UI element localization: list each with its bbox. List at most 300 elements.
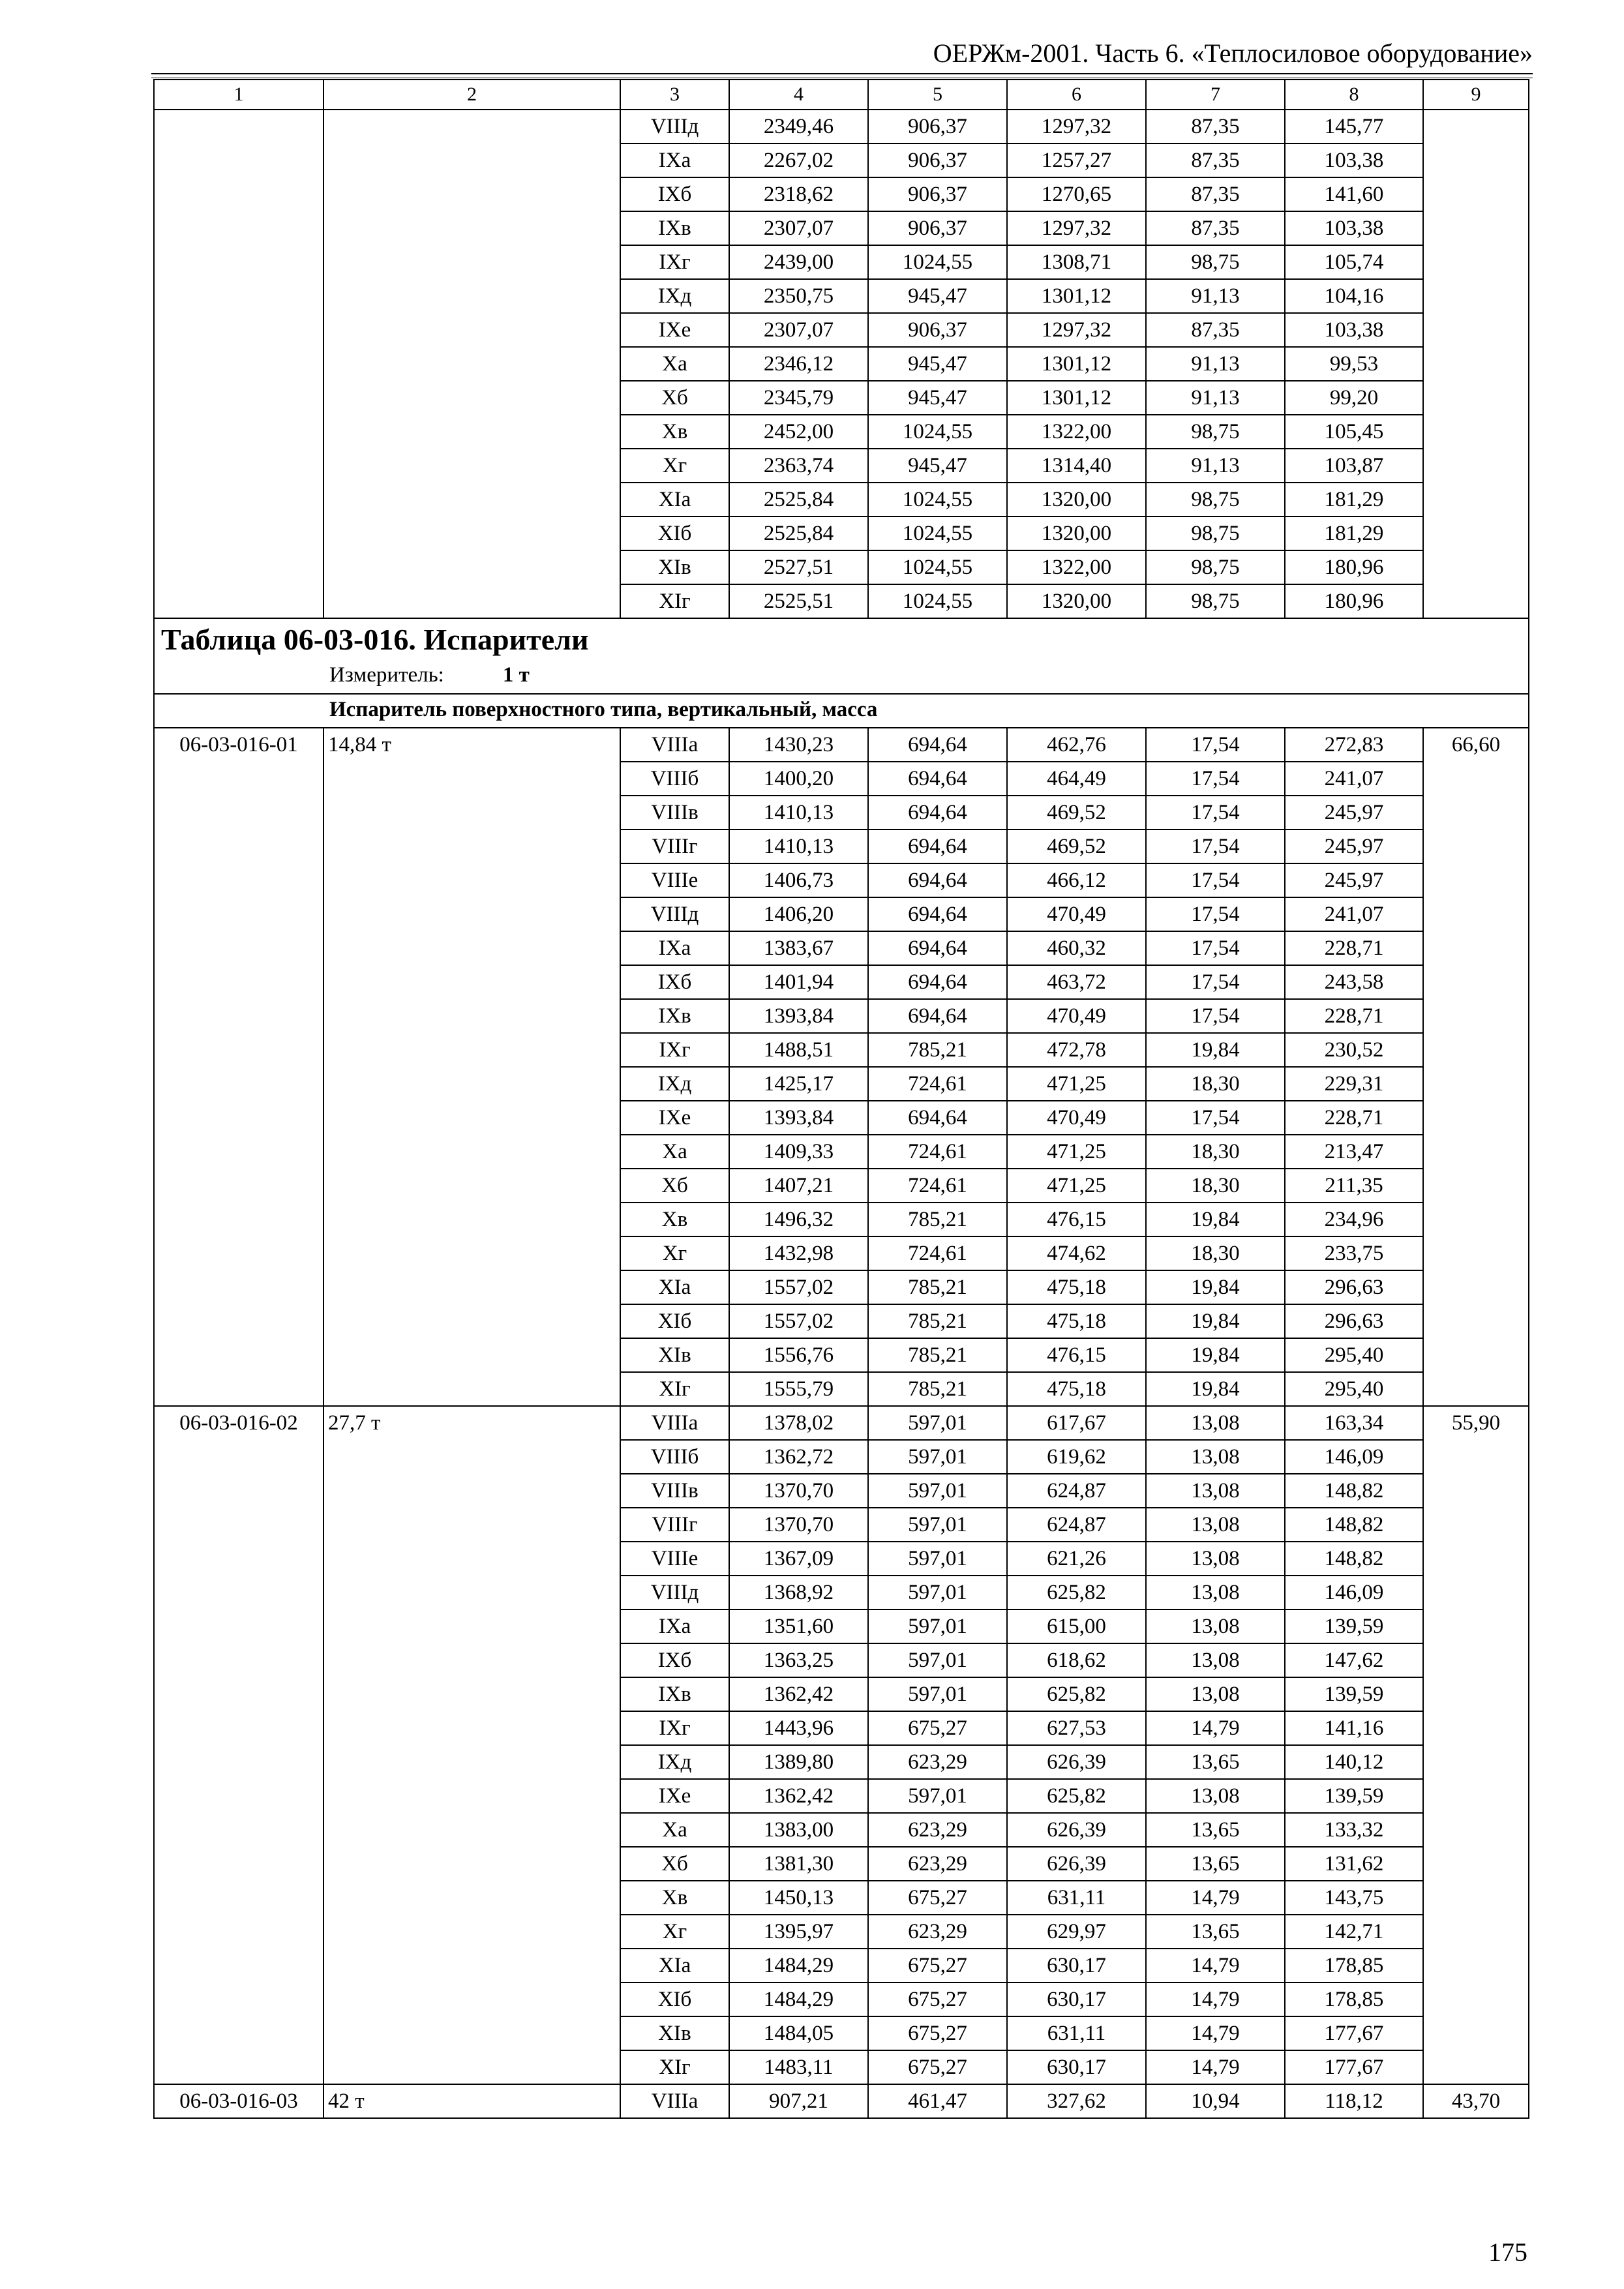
value-cell: 1407,21 — [729, 1169, 868, 1203]
mass-cell — [323, 516, 620, 550]
mass-cell — [323, 1135, 620, 1169]
zone-cell: XIб — [620, 1982, 729, 2016]
value-cell: 91,13 — [1146, 381, 1285, 415]
mass-cell — [323, 1982, 620, 2016]
zone-cell: Xа — [620, 1135, 729, 1169]
code-cell — [154, 177, 323, 211]
zone-cell: IXе — [620, 313, 729, 347]
value-cell: 1496,32 — [729, 1203, 868, 1236]
value-cell: 2307,07 — [729, 313, 868, 347]
value-cell: 675,27 — [868, 1881, 1007, 1915]
column-header-row — [154, 80, 1529, 110]
column-header: 8 — [1285, 80, 1423, 110]
value-cell: 785,21 — [868, 1304, 1007, 1338]
value-cell: 2318,62 — [729, 177, 868, 211]
value-cell: 241,07 — [1285, 897, 1423, 931]
code-cell — [154, 2016, 323, 2050]
value-cell: 13,08 — [1146, 1576, 1285, 1609]
value-cell: 1297,32 — [1007, 313, 1146, 347]
table-row — [154, 830, 1529, 863]
value-cell: 13,08 — [1146, 1542, 1285, 1576]
value-cell: 13,08 — [1146, 1643, 1285, 1677]
value-cell: 624,87 — [1007, 1508, 1146, 1542]
col9-cell — [1423, 449, 1529, 483]
value-cell: 2452,00 — [729, 415, 868, 449]
value-cell: 103,38 — [1285, 143, 1423, 177]
zone-cell: Xв — [620, 1881, 729, 1915]
col9-cell — [1423, 415, 1529, 449]
code-cell — [154, 1338, 323, 1372]
value-cell: 1393,84 — [729, 999, 868, 1033]
value-cell: 1381,30 — [729, 1847, 868, 1881]
value-cell: 2349,46 — [729, 110, 868, 143]
value-cell: 19,84 — [1146, 1033, 1285, 1067]
value-cell: 945,47 — [868, 449, 1007, 483]
mass-cell — [323, 999, 620, 1033]
value-cell: 627,53 — [1007, 1711, 1146, 1745]
value-cell: 471,25 — [1007, 1067, 1146, 1101]
value-cell: 327,62 — [1007, 2084, 1146, 2118]
table-row — [154, 1508, 1529, 1542]
code-cell — [154, 1711, 323, 1745]
value-cell: 476,15 — [1007, 1203, 1146, 1236]
value-cell: 99,53 — [1285, 347, 1423, 381]
mass-cell — [323, 584, 620, 618]
table-row — [154, 177, 1529, 211]
zone-cell: VIIIд — [620, 1576, 729, 1609]
value-cell: 99,20 — [1285, 381, 1423, 415]
col9-cell — [1423, 1542, 1529, 1576]
mass-cell — [323, 279, 620, 313]
value-cell: 17,54 — [1146, 796, 1285, 830]
zone-cell: XIг — [620, 1372, 729, 1406]
measure-value: 1 т — [502, 663, 530, 687]
value-cell: 1425,17 — [729, 1067, 868, 1101]
value-cell: 617,67 — [1007, 1406, 1146, 1440]
zone-cell: IXд — [620, 1745, 729, 1779]
code-cell — [154, 1643, 323, 1677]
value-cell: 1488,51 — [729, 1033, 868, 1067]
value-cell: 631,11 — [1007, 2016, 1146, 2050]
value-cell: 461,47 — [868, 2084, 1007, 2118]
value-cell: 675,27 — [868, 2050, 1007, 2084]
zone-cell: IXд — [620, 1067, 729, 1101]
table-row — [154, 1372, 1529, 1406]
table-title: Таблица 06-03-016. Испарители — [154, 618, 1529, 661]
value-cell: 139,59 — [1285, 1779, 1423, 1813]
value-cell: 624,87 — [1007, 1474, 1146, 1508]
value-cell: 142,71 — [1285, 1915, 1423, 1949]
value-cell: 1432,98 — [729, 1236, 868, 1270]
value-cell: 2527,51 — [729, 550, 868, 584]
value-cell: 228,71 — [1285, 999, 1423, 1033]
code-cell — [154, 143, 323, 177]
value-cell: 14,79 — [1146, 1711, 1285, 1745]
col9-cell — [1423, 762, 1529, 796]
code-cell — [154, 347, 323, 381]
zone-cell: IXг — [620, 245, 729, 279]
col9-cell — [1423, 381, 1529, 415]
mass-cell — [323, 177, 620, 211]
mass-cell — [323, 796, 620, 830]
mass-cell — [323, 2016, 620, 2050]
value-cell: 18,30 — [1146, 1169, 1285, 1203]
value-cell: 296,63 — [1285, 1270, 1423, 1304]
value-cell: 1322,00 — [1007, 550, 1146, 584]
value-cell: 1406,20 — [729, 897, 868, 931]
value-cell: 233,75 — [1285, 1236, 1423, 1270]
value-cell: 91,13 — [1146, 279, 1285, 313]
value-cell: 17,54 — [1146, 931, 1285, 965]
value-cell: 14,79 — [1146, 1982, 1285, 2016]
value-cell: 1430,23 — [729, 728, 868, 762]
table-row — [154, 1745, 1529, 1779]
value-cell: 462,76 — [1007, 728, 1146, 762]
value-cell: 1409,33 — [729, 1135, 868, 1169]
mass-cell: 27,7 т — [323, 1406, 620, 1440]
value-cell: 14,79 — [1146, 2016, 1285, 2050]
value-cell: 619,62 — [1007, 1440, 1146, 1474]
column-header: 1 — [154, 80, 323, 110]
value-cell: 476,15 — [1007, 1338, 1146, 1372]
code-cell — [154, 1881, 323, 1915]
value-cell: 597,01 — [868, 1440, 1007, 1474]
code-cell — [154, 1609, 323, 1643]
value-cell: 272,83 — [1285, 728, 1423, 762]
value-cell: 145,77 — [1285, 110, 1423, 143]
code-cell — [154, 245, 323, 279]
code-cell — [154, 1982, 323, 2016]
value-cell: 104,16 — [1285, 279, 1423, 313]
value-cell: 1410,13 — [729, 830, 868, 863]
code-cell — [154, 965, 323, 999]
code-cell: 06-03-016-02 — [154, 1406, 323, 1440]
col9-cell — [1423, 1982, 1529, 2016]
column-header: 6 — [1007, 80, 1146, 110]
zone-cell: VIIIд — [620, 110, 729, 143]
code-cell — [154, 1372, 323, 1406]
value-cell: 13,08 — [1146, 1440, 1285, 1474]
table-row — [154, 483, 1529, 516]
value-cell: 460,32 — [1007, 931, 1146, 965]
mass-cell — [323, 483, 620, 516]
table-row — [154, 1813, 1529, 1847]
mass-cell — [323, 313, 620, 347]
value-cell: 597,01 — [868, 1677, 1007, 1711]
mass-cell — [323, 1576, 620, 1609]
table-row — [154, 1440, 1529, 1474]
code-cell — [154, 110, 323, 143]
zone-cell: Xб — [620, 1169, 729, 1203]
zone-cell: VIIIе — [620, 863, 729, 897]
value-cell: 87,35 — [1146, 177, 1285, 211]
value-cell: 13,65 — [1146, 1847, 1285, 1881]
value-cell: 1556,76 — [729, 1338, 868, 1372]
code-cell — [154, 1135, 323, 1169]
value-cell: 1362,42 — [729, 1677, 868, 1711]
value-cell: 470,49 — [1007, 897, 1146, 931]
table-row — [154, 449, 1529, 483]
mass-cell — [323, 965, 620, 999]
value-cell: 181,29 — [1285, 516, 1423, 550]
code-cell — [154, 999, 323, 1033]
zone-cell: XIа — [620, 1949, 729, 1982]
value-cell: 211,35 — [1285, 1169, 1423, 1203]
code-cell — [154, 550, 323, 584]
value-cell: 1410,13 — [729, 796, 868, 830]
col9-cell — [1423, 1440, 1529, 1474]
table-row — [154, 999, 1529, 1033]
mass-cell — [323, 211, 620, 245]
page-header-title: ОЕРЖм-2001. Часть 6. «Теплосиловое оборудование» — [933, 38, 1533, 68]
mass-cell — [323, 245, 620, 279]
mass-cell — [323, 110, 620, 143]
value-cell: 295,40 — [1285, 1338, 1423, 1372]
mass-cell — [323, 931, 620, 965]
zone-cell: Xв — [620, 415, 729, 449]
measure-label: Измеритель: — [329, 663, 444, 687]
zone-cell: IXв — [620, 211, 729, 245]
value-cell: 17,54 — [1146, 965, 1285, 999]
zone-cell: XIа — [620, 1270, 729, 1304]
value-cell: 945,47 — [868, 279, 1007, 313]
zone-cell: VIIIе — [620, 1542, 729, 1576]
mass-cell — [323, 1881, 620, 1915]
table-row — [154, 1711, 1529, 1745]
value-cell: 597,01 — [868, 1576, 1007, 1609]
page-number: 175 — [1488, 2237, 1527, 2267]
value-cell: 17,54 — [1146, 830, 1285, 863]
zone-cell: VIIIг — [620, 830, 729, 863]
value-cell: 228,71 — [1285, 1101, 1423, 1135]
value-cell: 139,59 — [1285, 1677, 1423, 1711]
col9-cell — [1423, 1033, 1529, 1067]
column-header: 5 — [868, 80, 1007, 110]
value-cell: 466,12 — [1007, 863, 1146, 897]
value-cell: 1320,00 — [1007, 516, 1146, 550]
value-cell: 18,30 — [1146, 1135, 1285, 1169]
table-row — [154, 2016, 1529, 2050]
value-cell: 14,79 — [1146, 2050, 1285, 2084]
mass-cell: 42 т — [323, 2084, 620, 2118]
code-cell — [154, 1236, 323, 1270]
table-row — [154, 279, 1529, 313]
col9-cell — [1423, 1813, 1529, 1847]
mass-cell — [323, 1745, 620, 1779]
table-row — [154, 931, 1529, 965]
code-cell — [154, 762, 323, 796]
value-cell: 1450,13 — [729, 1881, 868, 1915]
table-row — [154, 1270, 1529, 1304]
value-cell: 18,30 — [1146, 1067, 1285, 1101]
value-cell: 245,97 — [1285, 863, 1423, 897]
code-cell — [154, 1067, 323, 1101]
col9-cell — [1423, 830, 1529, 863]
header-rule — [151, 73, 1533, 74]
code-cell — [154, 381, 323, 415]
value-cell: 1024,55 — [868, 483, 1007, 516]
col9-cell — [1423, 1067, 1529, 1101]
value-cell: 229,31 — [1285, 1067, 1423, 1101]
value-cell: 87,35 — [1146, 313, 1285, 347]
value-cell: 694,64 — [868, 999, 1007, 1033]
mass-cell — [323, 1372, 620, 1406]
zone-cell: VIIIд — [620, 897, 729, 931]
value-cell: 785,21 — [868, 1203, 1007, 1236]
table-row — [154, 1915, 1529, 1949]
code-cell — [154, 516, 323, 550]
value-cell: 13,65 — [1146, 1745, 1285, 1779]
value-cell: 1557,02 — [729, 1304, 868, 1338]
value-cell: 1401,94 — [729, 965, 868, 999]
zone-cell: XIб — [620, 1304, 729, 1338]
col9-cell — [1423, 177, 1529, 211]
value-cell: 1370,70 — [729, 1508, 868, 1542]
value-cell: 17,54 — [1146, 863, 1285, 897]
value-cell: 2525,84 — [729, 516, 868, 550]
zone-cell: Xг — [620, 1915, 729, 1949]
column-header: 7 — [1146, 80, 1285, 110]
mass-cell — [323, 143, 620, 177]
value-cell: 91,13 — [1146, 449, 1285, 483]
value-cell: 1024,55 — [868, 415, 1007, 449]
mass-cell — [323, 1236, 620, 1270]
value-cell: 1270,65 — [1007, 177, 1146, 211]
col9-cell — [1423, 211, 1529, 245]
table-row — [154, 796, 1529, 830]
value-cell: 1322,00 — [1007, 415, 1146, 449]
table-row — [154, 728, 1529, 762]
zone-cell: Xа — [620, 347, 729, 381]
value-cell: 625,82 — [1007, 1677, 1146, 1711]
measure-cell — [154, 661, 1529, 694]
value-cell: 234,96 — [1285, 1203, 1423, 1236]
code-cell — [154, 1101, 323, 1135]
col9-cell — [1423, 550, 1529, 584]
value-cell: 945,47 — [868, 381, 1007, 415]
col9-cell — [1423, 1745, 1529, 1779]
zone-cell: Xб — [620, 381, 729, 415]
table-row — [154, 2084, 1529, 2118]
code-cell — [154, 897, 323, 931]
group-title-row — [154, 694, 1529, 728]
value-cell: 474,62 — [1007, 1236, 1146, 1270]
value-cell: 631,11 — [1007, 1881, 1146, 1915]
value-cell: 19,84 — [1146, 1304, 1285, 1338]
value-cell: 597,01 — [868, 1779, 1007, 1813]
table-title-row — [154, 618, 1529, 661]
mass-cell — [323, 381, 620, 415]
value-cell: 694,64 — [868, 830, 1007, 863]
value-cell: 675,27 — [868, 1711, 1007, 1745]
code-cell — [154, 1474, 323, 1508]
column-header: 4 — [729, 80, 868, 110]
value-cell: 177,67 — [1285, 2050, 1423, 2084]
zone-cell: XIг — [620, 2050, 729, 2084]
col9-cell — [1423, 1609, 1529, 1643]
table-row — [154, 1677, 1529, 1711]
table-row — [154, 1236, 1529, 1270]
mass-cell — [323, 1643, 620, 1677]
table-row — [154, 1542, 1529, 1576]
value-cell: 103,87 — [1285, 449, 1423, 483]
code-cell — [154, 1440, 323, 1474]
value-cell: 630,17 — [1007, 1949, 1146, 1982]
col9-cell — [1423, 2050, 1529, 2084]
zone-cell: IXв — [620, 999, 729, 1033]
code-cell — [154, 1576, 323, 1609]
code-cell — [154, 584, 323, 618]
zone-cell: IXе — [620, 1779, 729, 1813]
value-cell: 140,12 — [1285, 1745, 1423, 1779]
code-cell — [154, 483, 323, 516]
value-cell: 597,01 — [868, 1406, 1007, 1440]
col9-cell — [1423, 1236, 1529, 1270]
value-cell: 615,00 — [1007, 1609, 1146, 1643]
value-cell: 1484,29 — [729, 1982, 868, 2016]
col9-cell — [1423, 1915, 1529, 1949]
value-cell: 597,01 — [868, 1474, 1007, 1508]
group-title-text: Испаритель поверхностного типа, вертикальный, масса — [329, 698, 878, 721]
value-cell: 597,01 — [868, 1609, 1007, 1643]
value-cell: 19,84 — [1146, 1203, 1285, 1236]
value-cell: 98,75 — [1146, 245, 1285, 279]
value-cell: 2363,74 — [729, 449, 868, 483]
value-cell: 148,82 — [1285, 1474, 1423, 1508]
table-row — [154, 2050, 1529, 2084]
value-cell: 148,82 — [1285, 1508, 1423, 1542]
value-cell: 625,82 — [1007, 1779, 1146, 1813]
value-cell: 475,18 — [1007, 1304, 1146, 1338]
col9-cell — [1423, 245, 1529, 279]
mass-cell — [323, 1677, 620, 1711]
code-cell — [154, 1949, 323, 1982]
mass-cell — [323, 1609, 620, 1643]
mass-cell — [323, 1542, 620, 1576]
mass-cell — [323, 863, 620, 897]
table-row — [154, 1609, 1529, 1643]
value-cell: 694,64 — [868, 897, 1007, 931]
col9-cell — [1423, 1847, 1529, 1881]
table-row — [154, 415, 1529, 449]
zone-cell: IXг — [620, 1033, 729, 1067]
mass-cell — [323, 1440, 620, 1474]
value-cell: 1257,27 — [1007, 143, 1146, 177]
value-cell: 295,40 — [1285, 1372, 1423, 1406]
zone-cell: Xб — [620, 1847, 729, 1881]
value-cell: 163,34 — [1285, 1406, 1423, 1440]
mass-cell — [323, 1847, 620, 1881]
zone-cell: IXа — [620, 143, 729, 177]
mass-cell — [323, 762, 620, 796]
value-cell: 98,75 — [1146, 516, 1285, 550]
value-cell: 1400,20 — [729, 762, 868, 796]
value-cell: 296,63 — [1285, 1304, 1423, 1338]
value-cell: 18,30 — [1146, 1236, 1285, 1270]
value-cell: 694,64 — [868, 863, 1007, 897]
value-cell: 2525,51 — [729, 584, 868, 618]
table-row — [154, 1135, 1529, 1169]
table-row — [154, 110, 1529, 143]
col9-cell — [1423, 313, 1529, 347]
col9-cell — [1423, 1881, 1529, 1915]
value-cell: 626,39 — [1007, 1847, 1146, 1881]
zone-cell: VIIIб — [620, 762, 729, 796]
col9-cell — [1423, 347, 1529, 381]
col9-cell — [1423, 796, 1529, 830]
rates-table — [153, 79, 1529, 2119]
col9-cell — [1423, 1711, 1529, 1745]
